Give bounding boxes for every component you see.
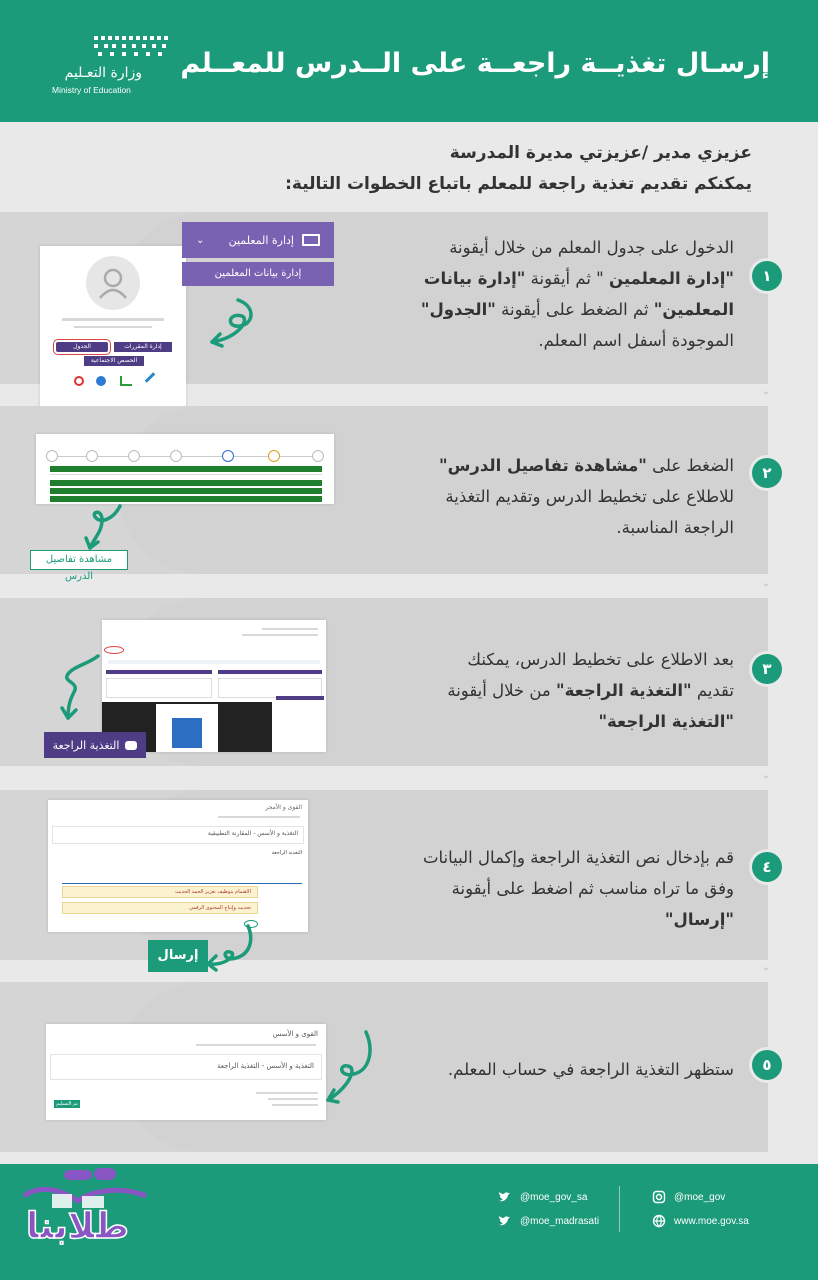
chevron-divider-icon: ⌄ [762, 962, 771, 973]
arrow-4-icon [200, 924, 256, 972]
teacher-board-icon [302, 234, 320, 246]
user-circle-icon[interactable] [96, 376, 106, 386]
send-button[interactable]: إرسال [148, 940, 208, 972]
chat-bubbles-icon [125, 741, 137, 750]
chart-icon[interactable] [120, 376, 132, 386]
step-3-number: ٣ [752, 654, 782, 684]
step-4-text: قم بإدخال نص التغذية الراجعة وإكمال البيانات وفق ما تراه مناسب ثم اضغط على أيقونة "إرسال" [423, 848, 734, 929]
block-icon[interactable] [74, 376, 84, 386]
feedback-button[interactable]: التغذية الراجعة [44, 732, 146, 758]
step-1-text: الدخول على جدول المعلم من خلال أيقونة "إدارة المعلمين " ثم أيقونة "إدارة بيانات المعلمين" ثم الضغط على أيقونة "الجدول" الموجودة أسفل اسم المعلم. [420, 238, 734, 350]
menu-teacher-data[interactable]: إدارة بيانات المعلمين [182, 262, 334, 286]
header [0, 0, 818, 122]
step-2-text: الضغط على "مشاهدة تفاصيل الدرس" للاطلاع على تخطيط الدرس وتقديم التغذية الراجعة المناسبة. [438, 456, 734, 537]
courses-button[interactable]: إدارة المقررات [114, 342, 172, 352]
instagram[interactable]: @moe_gov [652, 1190, 725, 1204]
menu-teachers[interactable]: إدارة المعلمين ⌄ [182, 222, 334, 258]
logo-arabic-text: وزارة التعـليم [64, 65, 142, 81]
step-5-text: ستظهر التغذية الراجعة في حساب المعلم. [447, 1060, 734, 1079]
chevron-divider-icon: ⌄ [762, 386, 771, 397]
page-title: إرسـال تغذيــة راجعــة على الــدرس للمعــلم [180, 48, 770, 79]
brand-logo [22, 1166, 152, 1254]
lesson-plan-screenshot [36, 434, 334, 504]
twitter-2[interactable]: @moe_madrasati [498, 1214, 599, 1228]
step-4-number: ٤ [752, 852, 782, 882]
avatar [86, 256, 140, 310]
twitter-1[interactable]: @moe_gov_sa [498, 1190, 587, 1204]
chevron-divider-icon: ⌄ [762, 770, 771, 781]
chevron-down-icon: ⌄ [196, 234, 205, 246]
feedback-form-screenshot: القوى و الأمجر التغذية و الأسس - المقارنة التطبيقية التغذية الراجعة الاهتمام بتوظيف تعزيز الحمد الحديث تحديث وإنتاج المحتوى الرقمي [48, 800, 308, 932]
logo-dots-icon [92, 34, 172, 60]
step-2-number: ٢ [752, 458, 782, 488]
arrow-1-icon [204, 298, 264, 350]
twitter-icon [498, 1190, 512, 1204]
delivered-badge: تم التسليم [54, 1100, 80, 1108]
globe-icon [652, 1214, 666, 1228]
chevron-divider-icon: ⌄ [762, 578, 771, 589]
edit-icon[interactable] [145, 372, 156, 383]
arrow-5-icon [318, 1030, 376, 1108]
arrow-3-icon [56, 652, 102, 722]
ministry-logo [46, 32, 186, 100]
intro-line-1: عزيزي مدير /عزيزتي مديرة المدرسة [449, 143, 752, 163]
step-3-text: بعد الاطلاع على تخطيط الدرس، يمكنك تقديم "التغذية الراجعة" من خلال أيقونة "التغذية الراجعة" [447, 650, 734, 731]
instagram-icon [652, 1190, 666, 1204]
step-1-number: ١ [752, 261, 782, 291]
step-5-number: ٥ [752, 1050, 782, 1080]
brand-word: طلابنا [26, 1206, 129, 1247]
teacher-feedback-screenshot: القوى و الأسس التغذية و الأسس - التغذية الراجعة تم التسليم [46, 1024, 326, 1120]
website[interactable]: www.moe.gov.sa [652, 1214, 749, 1228]
intro-line-2: يمكنكم تقديم تغذية راجعة للمعلم باتباع الخطوات التالية: [285, 174, 752, 194]
view-lesson-details-button[interactable]: مشاهدة تفاصيل الدرس [30, 550, 128, 570]
logo-english-text: Ministry of Education [52, 85, 131, 95]
schedule-button[interactable]: الجدول [56, 342, 108, 352]
arrow-2-icon [80, 504, 130, 552]
user-icon [86, 256, 140, 310]
social-classes-button[interactable]: الحصص الاجتماعية [84, 356, 144, 366]
twitter-icon [498, 1214, 512, 1228]
intro [285, 138, 752, 200]
teacher-profile-card [40, 246, 186, 416]
